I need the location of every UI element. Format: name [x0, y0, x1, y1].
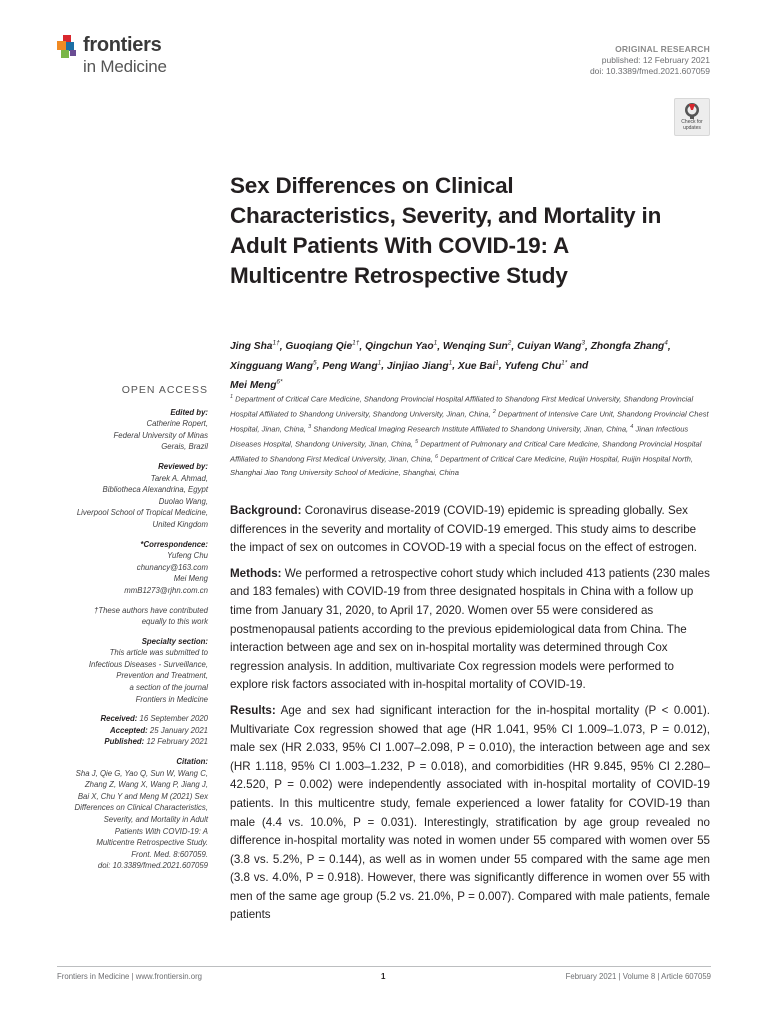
affiliation-text: Department of Intensive Care Unit, Shandong Provincial Chest Hospital, Jinan, China, — [230, 409, 709, 434]
affiliation-text: Jinan Infectious Diseases Hospital, Shandong University, Jinan, China, — [230, 424, 689, 449]
author-name[interactable]: Yufeng Chu$^{1*}$ — [504, 359, 568, 372]
page-number: 1 — [381, 972, 386, 981]
correspondence-lines[interactable] — [40, 550, 208, 596]
affiliation-text: Shandong Medical Imaging Research Institute Affiliated to Shandong University, Jinan, China, — [311, 424, 631, 434]
author-affiliation-marker: 5 — [313, 359, 317, 367]
citation-heading: Citation: — [176, 757, 208, 767]
abstract-background — [230, 502, 710, 558]
author-name[interactable]: Qingchun Yao$^1$ — [365, 340, 438, 353]
author-name[interactable]: Jing Sha$^{1\dagger}$ — [230, 340, 280, 353]
equal-contribution-note — [40, 605, 208, 628]
author-name[interactable]: Jinjiao Jiang$^1$ — [386, 359, 453, 372]
check-updates-icon — [684, 102, 700, 119]
dates-section — [40, 713, 208, 748]
affiliation-text: Department of Pulmonary and Critical Care Medicine, Shandong Provincial Hospital Affiliated to Shandong First Medical University, Jinan, China, — [230, 439, 702, 464]
journal-logo[interactable] — [57, 32, 187, 82]
sidebar-line: a section of the journal — [129, 683, 208, 693]
author-name[interactable]: Wenqing Sun$^2$ — [442, 340, 512, 353]
frontiers-logo-icon — [57, 35, 79, 59]
affiliation-number: 6 — [435, 454, 439, 461]
author-name[interactable]: Xue Bai$^1$ — [457, 359, 499, 372]
check-for-updates-button[interactable] — [674, 98, 710, 136]
sidebar-line: Infectious Diseases - Surveillance, — [88, 659, 208, 669]
affiliation-text: Department of Critical Care Medicine, Ruijin Hospital, Ruijin Hospital North, Shanghai Jiao Tong University School of Medicine, Shanghai, China — [230, 454, 693, 478]
sidebar-line: Frontiers in Medicine — [135, 694, 208, 704]
results-text: Age and sex had significant interaction for the in-hospital mortality (P < 0.001). Multivariate Cox regression showed that age (HR 1.041, 95% CI 1.009–1.073, P = 0.012), male sex (HR 2.033, 95% CI 1.007–2.098, P = 0.010), the interaction between age and sex (HR 1.118, 95% CI 1.003–1.232, P = 0.018), and comorbidities (HR 9.845, 95% CI 2.280–42.520, P = 0.002) were independently associated with in-hospital mortality of COVID-19 patients. In this multicentre study, female experienced a lower fatality for COVID-19 than male (4.4 vs. 10.0%, P = 0.031). Interestingly, stratification by age group revealed no difference in-hospital mortality was noted in women under 55 compared with women over 55 (3.8 vs. 5.2%, P = 0.144), as well as in women under 55 compared with the same age men (3.8 vs. 4.0%, P = 0.918). However, there was significantly difference in women over 55 with men of the same age group (5.2 vs. 21.0%, P = 0.007). Compared with male patients, female patients — [230, 703, 710, 922]
affiliation-number: 2 — [492, 409, 496, 416]
author-name[interactable]: Xingguang Wang$^5$ — [230, 359, 317, 372]
correspondence-section — [40, 539, 208, 597]
specialty-heading: Specialty section: — [141, 636, 208, 646]
sidebar-line: Gerais, Brazil — [161, 442, 208, 452]
sidebar-line: chunancy@163.com — [136, 562, 208, 572]
article-title: Sex Differences on Clinical Characteristics, Severity, and Mortality in Adult Patients With COVID-19: A Multicentre Retrospective Study — [230, 173, 662, 288]
sidebar-line: Bai X, Chu Y and Meng M (2021) Sex — [77, 791, 208, 801]
sidebar-line: equally to this work — [141, 617, 208, 627]
abstract-methods — [230, 565, 710, 695]
author-list: Jing Sha$^{1\dagger}$, Guoqiang Qie$^{1\dagger}$, Qingchun Yao$^1$, Wenqing Sun$^2$, Cuiyan Wang$^3$, Zhongfa Zhang$^4$, Xingguang Wang$^5$, Peng Wang$^1$, Jinjiao Jiang$^1$, Xue Bai$^1$, Yufeng Chu$^{1*}$ and Mei Meng$^{6*}$ — [230, 340, 671, 392]
author-affiliation-marker: 6* — [276, 378, 283, 386]
background-label: Background: — [230, 504, 302, 517]
sidebar-line: Duolao Wang, — [158, 496, 208, 506]
sidebar-line: Severity, and Mortality in Adult — [103, 815, 208, 824]
results-label: Results: — [230, 703, 276, 717]
sidebar-line: Sha J, Qie G, Yao Q, Sun W, Wang C, — [75, 768, 208, 778]
footer-article-info: February 2021 | Volume 8 | Article 607059 — [565, 972, 711, 981]
sidebar-line: doi: 10.3389/fmed.2021.607059 — [97, 861, 208, 871]
affiliation-text: Department of Critical Care Medicine, Shandong Provincial Hospital Affiliated to Shandong First Medical University, Shandong Provincial Hospital Affiliated to Shandong University, Shandong University, Jinan, China, — [230, 394, 694, 419]
author-affiliation-marker: 1† — [352, 340, 360, 347]
citation-lines — [40, 768, 208, 872]
sidebar-line: This article was submitted to — [109, 648, 208, 658]
sidebar-line: Multicentre Retrospective Study. — [96, 838, 208, 848]
author-affiliation-marker: 4 — [664, 340, 668, 347]
citation-section — [40, 756, 208, 872]
published-date: published: 12 February 2021 — [601, 55, 710, 65]
author-affiliation-marker: 1 — [377, 359, 382, 367]
check-updates-label: Check for updates — [681, 119, 703, 131]
edited-by-section — [40, 407, 208, 453]
sidebar-line: Patients With COVID-19: A — [114, 826, 208, 836]
sidebar-line: Federal University of Minas — [113, 430, 208, 440]
sidebar-line: Prevention and Treatment, — [116, 671, 208, 681]
methods-text: We performed a retrospective cohort study which included 413 patients (230 males and 183 females) with COVID-19 from three designated hospitals in China with a follow up time from January 31, 2020, to April 17, 2020. Women over 55 were considered as postmenopausal patients according to the previous epidemiological data from China. The interaction between age and sex on in-hospital mortality was determined through Cox regression analysis. In addition, multivariate Cox regression models were performed to explore risk factors associated with in-hospital mortality of COVID-19. — [230, 566, 710, 692]
affiliation-number: 5 — [415, 439, 419, 446]
reviewed-by-lines — [40, 473, 208, 531]
sidebar-line: Yufeng Chu — [167, 551, 208, 561]
author-affiliation-marker: 3 — [581, 340, 586, 347]
sidebar-line: Catherine Ropert, — [146, 419, 208, 429]
author-name[interactable]: Guoqiang Qie$^{1\dagger}$ — [285, 340, 360, 353]
author-affiliation-marker: 1† — [272, 340, 280, 347]
specialty-section — [40, 636, 208, 706]
affiliations — [230, 391, 715, 480]
edited-by-lines — [40, 418, 208, 453]
correspondence-heading: *Correspondence: — [140, 539, 208, 549]
sidebar-line: Mei Meng — [173, 574, 208, 584]
abstract — [230, 502, 710, 932]
author-name[interactable]: Mei Meng$^{6*}$ — [230, 378, 283, 392]
reviewed-by-heading: Reviewed by: — [158, 461, 208, 471]
article-header-info — [590, 44, 710, 77]
author-name[interactable]: Zhongfa Zhang$^4$ — [590, 340, 668, 353]
author-affiliation-marker: 1 — [448, 359, 453, 367]
footer-journal-link[interactable]: Frontiers in Medicine | www.frontiersin.org — [57, 972, 203, 981]
methods-label: Methods: — [230, 566, 282, 580]
abstract-results — [230, 702, 710, 925]
sidebar-line: Liverpool School of Tropical Medicine, — [76, 508, 208, 518]
reviewed-by-section — [40, 461, 208, 531]
sidebar-line: Bibliotheca Alexandrina, Egypt — [102, 485, 208, 495]
author-affiliation-marker: 1 — [495, 359, 499, 367]
affiliation-number: 4 — [630, 424, 634, 431]
journal-subtitle: in Medicine — [83, 57, 167, 76]
sidebar-line: †These authors have contributed — [94, 605, 208, 615]
author-affiliation-marker: 2 — [507, 340, 512, 347]
published-date-sidebar: Published: 12 February 2021 — [104, 737, 208, 747]
received-date: Received: 16 September 2020 — [100, 714, 208, 724]
open-access-label: OPEN ACCESS — [121, 384, 208, 396]
article-type: ORIGINAL RESEARCH — [615, 44, 710, 54]
article-sidebar — [40, 385, 208, 880]
doi[interactable]: doi: 10.3389/fmed.2021.607059 — [589, 66, 710, 76]
sidebar-line: United Kingdom — [152, 519, 208, 529]
sidebar-line: Tarek A. Ahmad, — [150, 473, 208, 483]
journal-name: frontiers — [83, 34, 162, 56]
sidebar-line: Differences on Clinical Characteristics, — [74, 803, 208, 813]
equal-contribution-lines — [40, 605, 208, 628]
affiliation-number: 3 — [308, 424, 312, 431]
author-affiliation-marker: 1* — [561, 359, 568, 367]
edited-by-heading: Edited by: — [170, 407, 208, 417]
accepted-date: Accepted: 25 January 2021 — [110, 725, 208, 735]
specialty-lines — [40, 647, 208, 705]
background-text: Coronavirus disease-2019 (COVID-19) epidemic is spreading globally. Sex differences in the severity and mortality of COVID-19 emerged. This study aims to describe the impact of sex on outcomes in COVOD-19 with a special focus on the effect of estrogen. — [230, 504, 697, 555]
sidebar-line: Zhang Z, Wang X, Wang P, Jiang J, — [84, 780, 208, 790]
sidebar-line: mmB1273@rjhn.com.cn — [124, 585, 208, 595]
affiliation-number: 1 — [230, 394, 234, 400]
author-affiliation-marker: 1 — [433, 340, 438, 347]
author-name[interactable]: Peng Wang$^1$ — [322, 359, 382, 372]
footer-divider — [57, 966, 711, 967]
author-name[interactable]: Cuiyan Wang$^3$ — [517, 340, 586, 353]
sidebar-line: Front. Med. 8:607059. — [131, 849, 208, 859]
